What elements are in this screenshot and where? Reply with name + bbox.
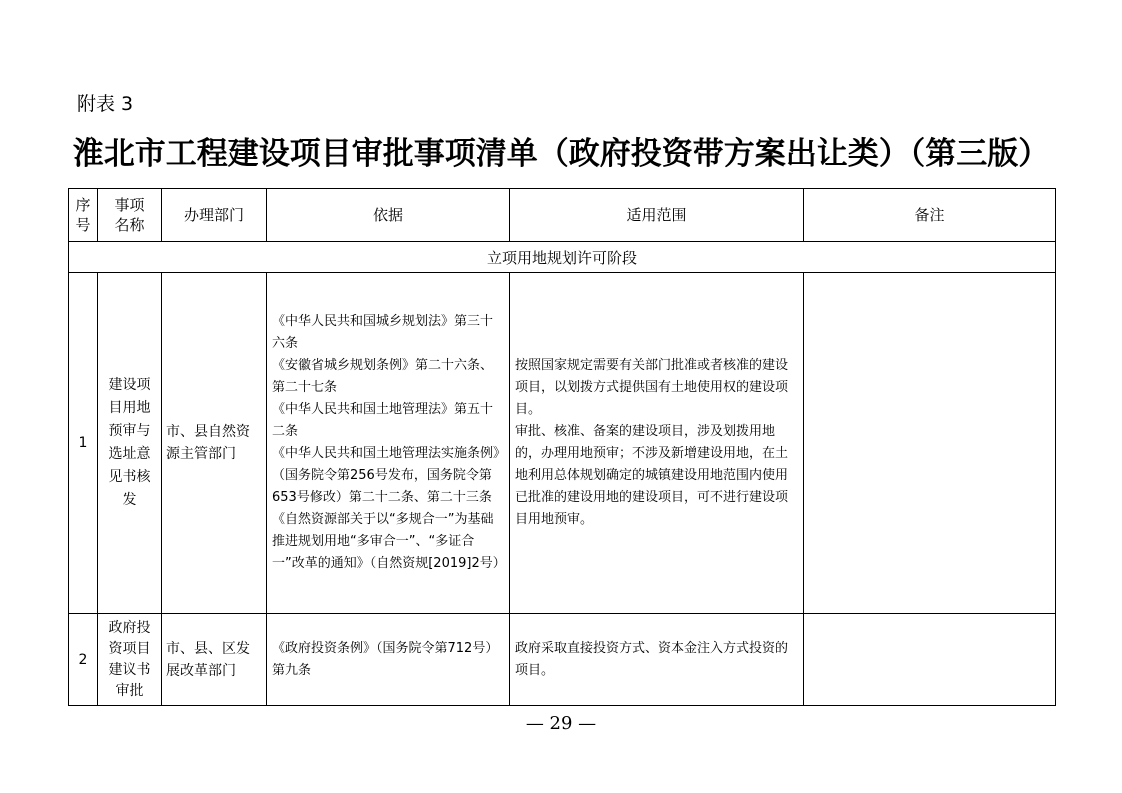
- stage-row: [69, 242, 1056, 273]
- row-item-name: 政府投资项目建议书审批: [98, 614, 162, 706]
- row-scope: 按照国家规定需要有关部门批准或者核准的建设项目，以划拨方式提供国有土地使用权的建设项目。 审批、核准、备案的建设项目，涉及划拨用地的，办理用地预审；不涉及新增建设用地，在土地利用总体规划确定的城镇建设用地范围内使用已批准的建设用地的建设项目，可不进行建设项目用地预审。: [510, 273, 804, 614]
- row-item-name: 建设项目用地预审与选址意见书核发: [98, 273, 162, 614]
- row-remark: [804, 614, 1056, 706]
- row-basis: 《政府投资条例》（国务院令第712号）第九条: [267, 614, 510, 706]
- stage-label: 立项用地规划许可阶段: [69, 242, 1056, 273]
- row-seq: 2: [69, 614, 98, 706]
- document-title: 淮北市工程建设项目审批事项清单（政府投资带方案出让类）（第三版）: [72, 136, 1050, 172]
- row-seq: 1: [69, 273, 98, 614]
- annex-label: 附表 3: [77, 93, 134, 115]
- table-row: [69, 273, 1056, 614]
- header-department: 办理部门: [162, 189, 267, 242]
- header-item-name: 事项名称: [98, 189, 162, 242]
- table-row: [69, 614, 1056, 706]
- approval-items-table: [68, 188, 1056, 706]
- header-scope: 适用范围: [510, 189, 804, 242]
- row-department: 市、县、区发展改革部门: [162, 614, 267, 706]
- page-number: — 29 —: [525, 713, 597, 734]
- row-remark: [804, 273, 1056, 614]
- header-basis: 依据: [267, 189, 510, 242]
- table-header-row: [69, 189, 1056, 242]
- header-remark: 备注: [804, 189, 1056, 242]
- row-scope: 政府采取直接投资方式、资本金注入方式投资的项目。: [510, 614, 804, 706]
- header-seq: 序号: [69, 189, 98, 242]
- row-basis: 《中华人民共和国城乡规划法》第三十六条 《安徽省城乡规划条例》第二十六条、第二十七条 《中华人民共和国土地管理法》第五十二条 《中华人民共和国土地管理法实施条例》（国务院令第256号发布，国务院令第653号修改）第二十二条、第二十三条 《自然资源部关于以“多规合一”为基础推进规划用地“多审合一”、“多证合一”改革的通知》（自然资规[2019]2号）: [267, 273, 510, 614]
- row-department: 市、县自然资源主管部门: [162, 273, 267, 614]
